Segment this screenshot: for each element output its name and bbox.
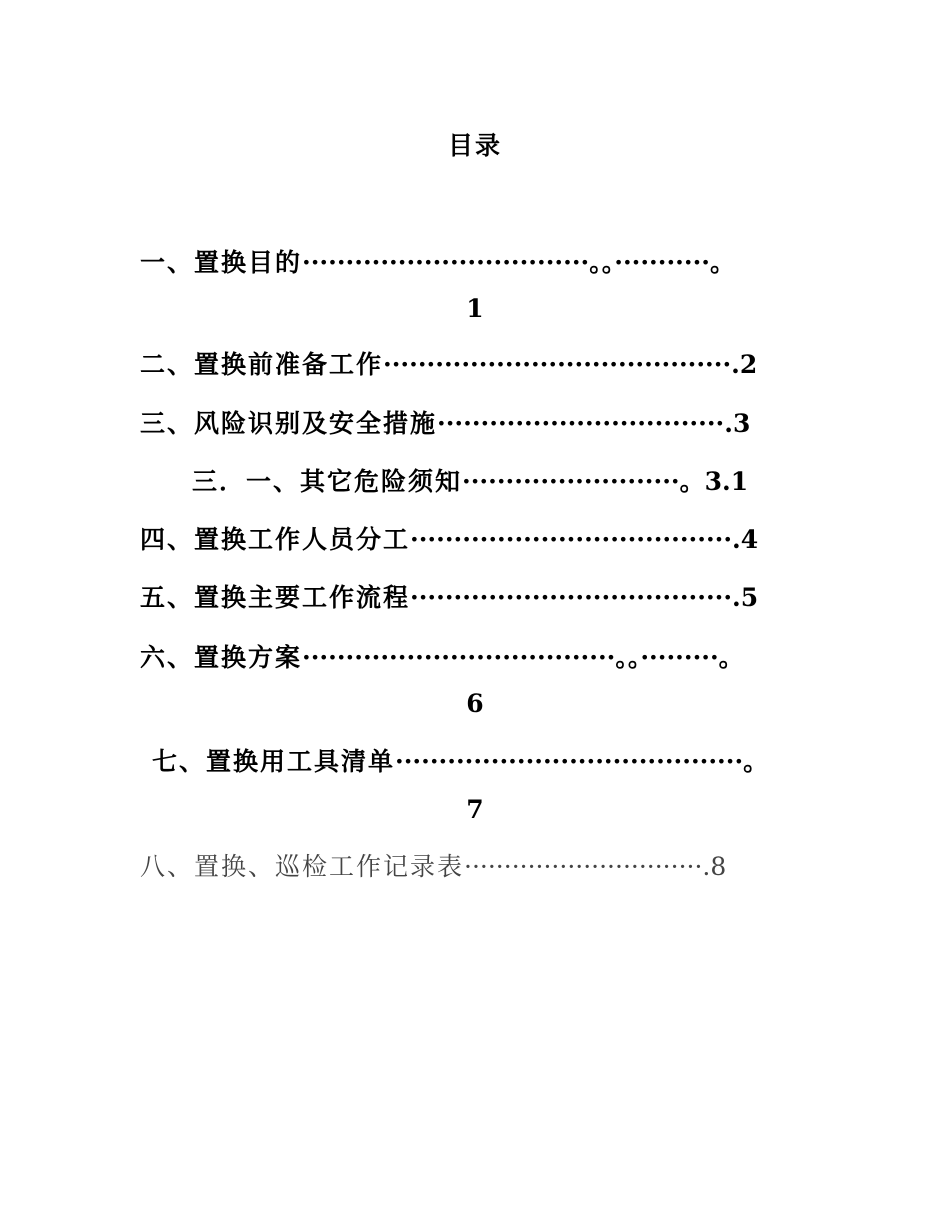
- toc-item-purpose: [140, 248, 735, 278]
- toc-item-leader: ·································.3: [437, 409, 751, 438]
- toc-item-label: 三、风险识别及安全措施: [140, 409, 438, 438]
- toc-item-leader: ····································。。·········。: [302, 643, 744, 672]
- toc-item-label: 五、置换主要工作流程: [140, 583, 411, 612]
- toc-item-leader: ·································。。···········。: [302, 248, 735, 277]
- toc-item-leader: ········································.2: [383, 350, 758, 379]
- toc-item-page-number: 1: [466, 294, 484, 323]
- toc-title: 目录: [447, 131, 502, 160]
- toc-item-leader: ·························。3.1: [462, 467, 749, 496]
- toc-item-plan: [140, 643, 744, 673]
- toc-item-leader: ·····································.5: [410, 583, 759, 612]
- toc-item-other-hazards: [192, 467, 748, 497]
- toc-item-inspection-record: [140, 852, 726, 882]
- toc-item-leader: ········································。: [395, 747, 769, 776]
- toc-item-label: 四、置换工作人员分工: [140, 525, 411, 554]
- toc-item-page-number: 7: [466, 795, 484, 824]
- toc-item-leader: ·····································.4: [410, 525, 759, 554]
- toc-item-staff-division: [140, 525, 758, 555]
- toc-item-leader: ······························.8: [464, 852, 727, 881]
- toc-item-page-number: 6: [466, 689, 484, 718]
- toc-item-preparation: [140, 350, 757, 380]
- toc-item-label: 二、置换前准备工作: [140, 350, 384, 379]
- toc-item-label: 八、置换、巡检工作记录表: [140, 852, 465, 881]
- toc-item-risk-identification: [140, 409, 750, 439]
- toc-item-label: 一、置换目的: [140, 248, 303, 277]
- toc-item-tool-list: [152, 747, 768, 777]
- toc-item-label: 七、置换用工具清单: [152, 747, 396, 776]
- toc-item-label: 六、置换方案: [140, 643, 303, 672]
- toc-item-label: 三．一、其它危险须知: [192, 467, 463, 496]
- toc-item-workflow: [140, 583, 758, 613]
